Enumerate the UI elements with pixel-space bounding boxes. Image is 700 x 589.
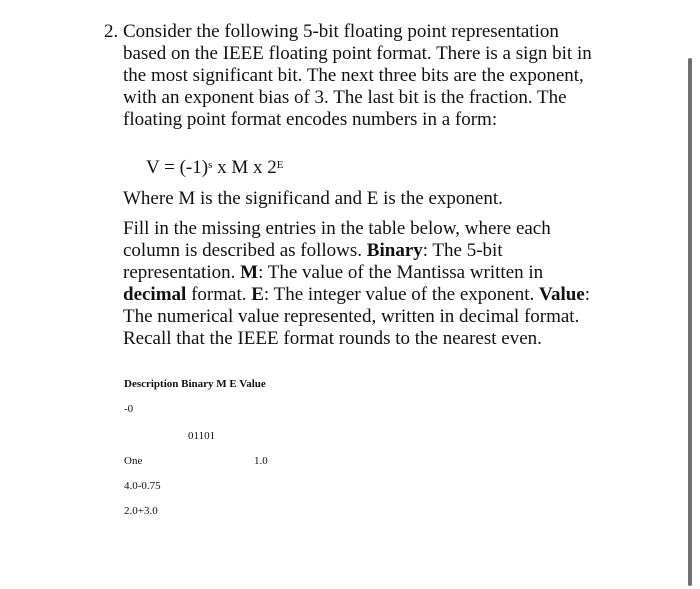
value-label: Value [538, 284, 585, 305]
formula-middle: x M x 2 [212, 157, 277, 178]
table-header: Description Binary M E Value [124, 378, 266, 390]
row-3-m: 1.0 [254, 455, 268, 467]
question-number: 2. [104, 21, 119, 42]
binary-desc: : The 5-bit representation. [123, 240, 503, 283]
formula [146, 157, 284, 179]
e-label: E [251, 284, 264, 305]
m-label: M [240, 262, 259, 283]
value-desc: : The numerical value represented, written in decimal format. Recall that the IEEE format rounds to the nearest even. [123, 284, 591, 349]
m-desc-2: format. [186, 284, 252, 305]
where-text: Where M is the significand and E is the exponent. [123, 188, 503, 209]
row-5-description: 2.0+3.0 [124, 505, 158, 517]
formula-lhs: V = (-1) [146, 157, 209, 178]
row-4-description: 4.0-0.75 [124, 480, 161, 492]
row-1-description: -0 [124, 403, 134, 415]
fill-in-intro: Fill in the missing entries in the table below, where each column is described as follows. [123, 218, 551, 261]
row-2-binary: 01101 [188, 430, 216, 442]
fill-in-instructions [123, 218, 593, 350]
formula-sign-exponent: s [208, 159, 213, 171]
m-desc-1: : The value of the Mantissa written in [258, 262, 544, 283]
e-desc: : The integer value of the exponent. [263, 284, 539, 305]
formula-power-exponent: E [276, 159, 284, 171]
decimal-word: decimal [123, 284, 187, 305]
scrollbar[interactable] [688, 58, 692, 586]
row-3-description: One [124, 455, 143, 467]
binary-label: Binary [366, 240, 423, 261]
question-intro: Consider the following 5-bit floating point representation based on the IEEE floating point format. There is a sign bit in the most significant bit. The next three bits are the exponent, with an exponent bias of 3. The last bit is the fraction. The floating point format encodes numbers in a form: [123, 21, 592, 130]
